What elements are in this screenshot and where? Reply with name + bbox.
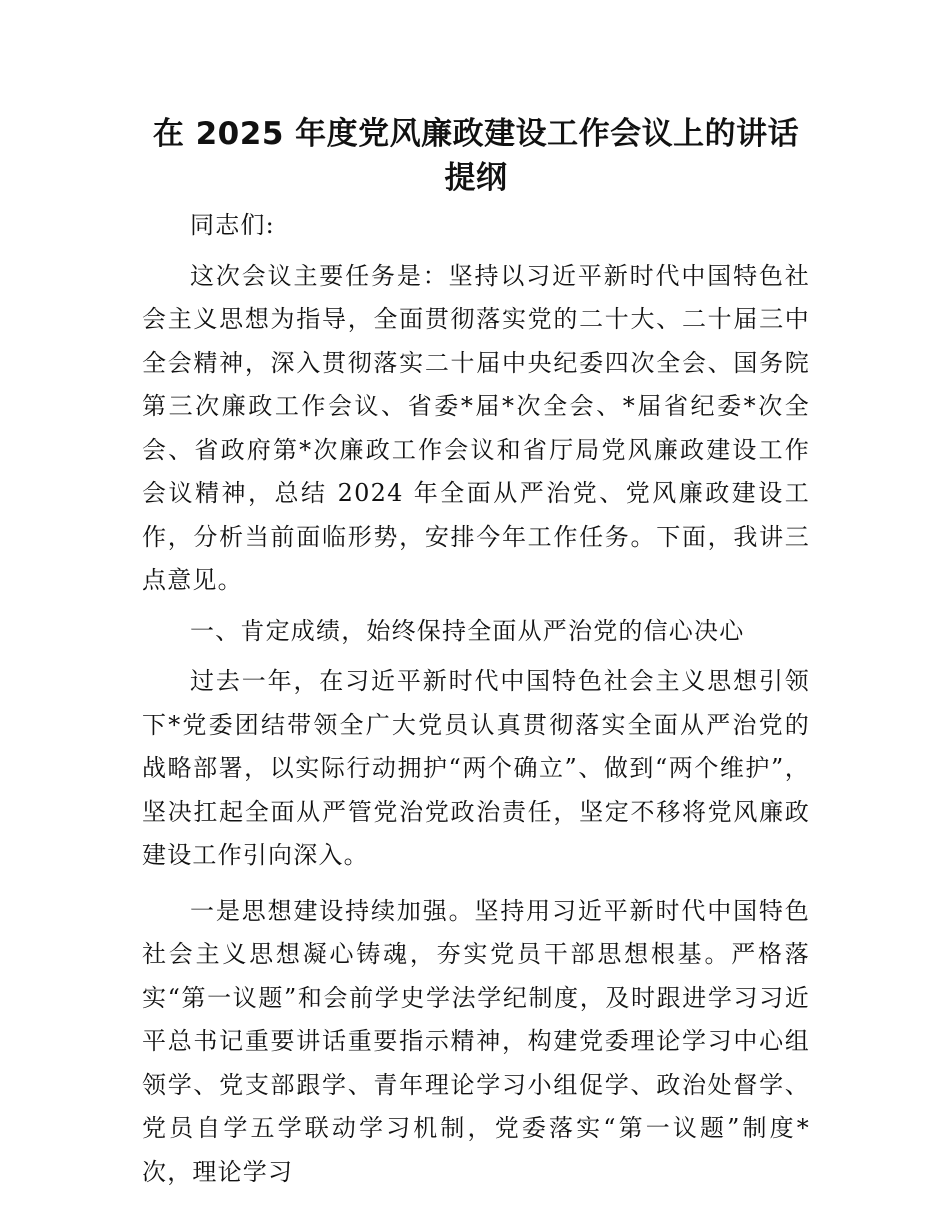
- document-page: [142, 112, 810, 1201]
- section-heading-1: 一、肯定成绩，始终保持全面从严治党的信心决心: [190, 616, 745, 645]
- salutation: 同志们:: [190, 211, 275, 239]
- body-paragraph: 过去一年，在习近平新时代中国特色社会主义思想引领下*党委团结带领全广大党员认真贯彻落实全面从严治党的战略部署，以实际行动拥护“两个确立”、做到“两个维护”，坚决扛起全面从严管党治党政治责任，坚定不移将党风廉政建设工作引向深入。: [142, 667, 810, 869]
- body-paragraph-thought-building: 一是思想建设持续加强。坚持用习近平新时代中国特色社会主义思想凝心铸魂，夯实党员干部思想根基。严格落实“第一议题”和会前学史学法学纪制度，及时跟进学习习近平总书记重要讲话重要指示精神，构建党委理论学习中心组领学、党支部跟学、青年理论学习小组促学、政治处督学、党员自学五学联动学习机制，党委落实“第一议题”制度*次，理论学习: [142, 896, 810, 1186]
- intro-paragraph: 这次会议主要任务是：坚持以习近平新时代中国特色社会主义思想为指导，全面贯彻落实党的二十大、二十届三中全会精神，深入贯彻落实二十届中央纪委四次全会、国务院第三次廉政工作会议、省委*届*次全会、*届省纪委*次全会、省政府第*次廉政工作会议和省厅局党风廉政建设工作会议精神，总结 2024 年全面从严治党、党风廉政建设工作，分析当前面临形势，安排今年工作任务。下面，我讲三点意见。: [142, 261, 810, 594]
- document-title: 在 2025 年度党风廉政建设工作会议上的讲话提纲: [152, 116, 800, 196]
